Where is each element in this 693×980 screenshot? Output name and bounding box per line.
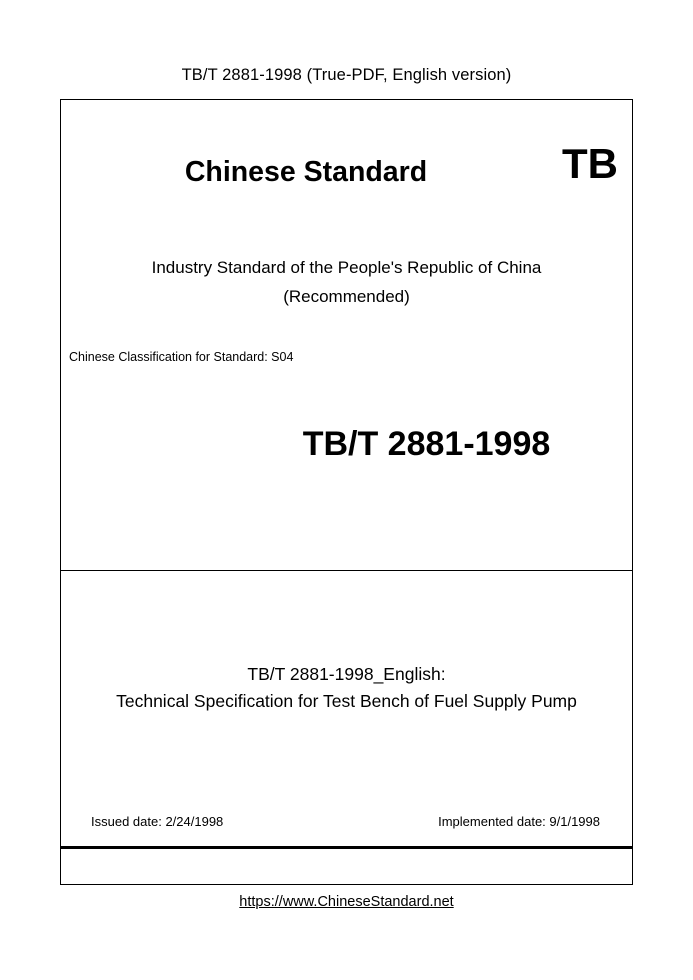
industry-standard-line-2: (Recommended) <box>283 287 410 306</box>
cover-bottom-bar <box>61 847 632 884</box>
cover-upper-panel <box>61 100 632 571</box>
standard-number: TB/T 2881-1998 <box>302 425 551 463</box>
english-title-line-2: Technical Specification for Test Bench of Fuel Supply Pump <box>116 691 577 711</box>
page-top-caption: TB/T 2881-1998 (True-PDF, English version) <box>181 66 512 84</box>
cover-heading: Chinese Standard <box>184 156 428 188</box>
tb-logo: TB <box>562 140 618 187</box>
cover-title-panel <box>61 571 632 847</box>
industry-standard-line-1: Industry Standard of the People's Republic of China <box>151 258 542 277</box>
issued-date: Issued date: 2/24/1998 <box>91 814 224 829</box>
cover-border-box <box>60 99 633 885</box>
footer-url-text[interactable]: https://www.ChineseStandard.net <box>239 894 454 910</box>
implemented-date: Implemented date: 9/1/1998 <box>438 814 600 829</box>
english-title-line-1: TB/T 2881-1998_English: <box>247 664 446 684</box>
footer-url[interactable] <box>0 894 693 910</box>
classification-code: Chinese Classification for Standard: S04 <box>69 350 294 364</box>
